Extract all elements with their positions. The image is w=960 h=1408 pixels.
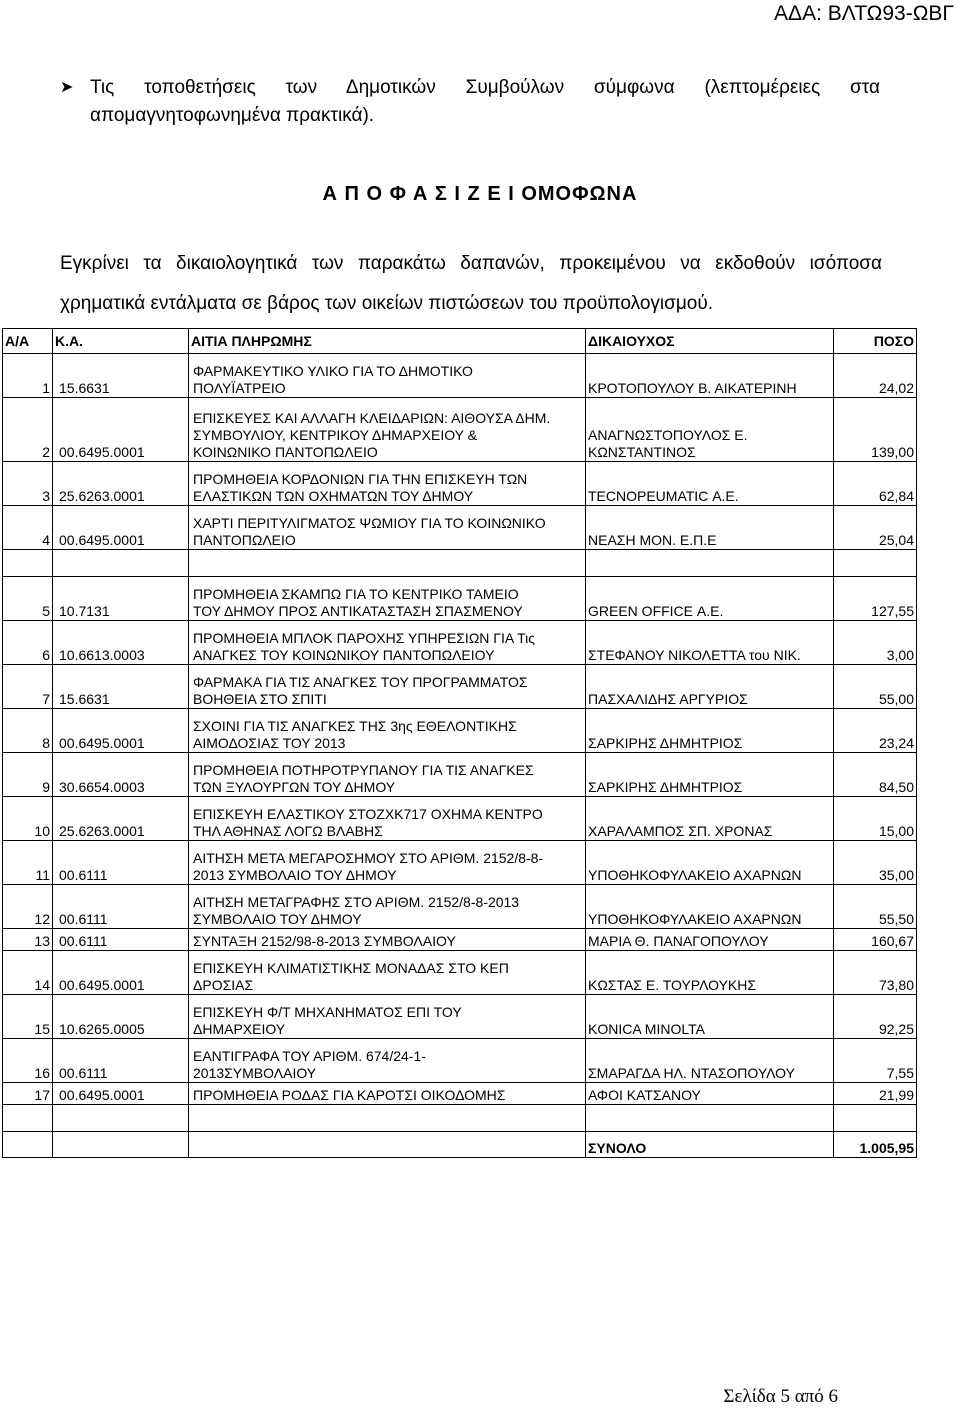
beneficiary bbox=[586, 577, 834, 621]
amount: 3,00 bbox=[834, 621, 917, 665]
row-number: 2 bbox=[3, 398, 53, 462]
row-number: 1 bbox=[3, 354, 53, 398]
beneficiary bbox=[586, 665, 834, 709]
table-row bbox=[3, 929, 917, 951]
payment-reason-line: ΤΩΝ ΞΥΛΟΥΡΓΩΝ ΤΟΥ ΔΗΜΟΥ bbox=[193, 779, 396, 795]
budget-code: 00.6495.0001 bbox=[53, 398, 189, 462]
intro-paragraph: Εγκρίνει τα δικαιολογητικά των παρακάτω δαπανών, προκειμένου να εκδοθούν ισόποσα χρηματικά εντάλματα σε βάρος των οικείων πιστώσεων του προϋπολογισμού. bbox=[60, 253, 882, 314]
payment-reason-line: ΑΙΤΗΣΗ ΜΕΤΑ ΜΕΓΑΡΟΣΗΜΟΥ ΣΤΟ ΑΡΙΘΜ. 2152/8-8- bbox=[193, 850, 544, 866]
empty-cell bbox=[834, 1105, 917, 1132]
table-row bbox=[3, 621, 917, 665]
payment-reason-line: ΔΗΜΑΡΧΕΙΟΥ bbox=[193, 1021, 286, 1037]
amount: 23,24 bbox=[834, 709, 917, 753]
table-row bbox=[3, 995, 917, 1039]
amount: 160,67 bbox=[834, 929, 917, 951]
beneficiary-line: ΝΕΑΣΗ ΜΟΝ. Ε.Π.Ε bbox=[588, 532, 717, 548]
empty-cell bbox=[189, 1105, 586, 1132]
beneficiary bbox=[586, 797, 834, 841]
header-aa: Α/Α bbox=[3, 329, 53, 354]
total-amount: 1.005,95 bbox=[834, 1132, 917, 1158]
row-number: 10 bbox=[3, 797, 53, 841]
payment-reason-line: ΕΠΙΣΚΕΥΕΣ ΚΑΙ ΑΛΛΑΓΗ ΚΛΕΙΔΑΡΙΩΝ: ΑΙΘΟΥΣΑ ΔΗΜ. bbox=[193, 410, 551, 426]
budget-code: 10.6613.0003 bbox=[53, 621, 189, 665]
beneficiary bbox=[586, 1039, 834, 1083]
payment-reason-line: ΚΟΙΝΩΝΙΚΟ ΠΑΝΤΟΠΩΛΕΙΟ bbox=[193, 444, 378, 460]
beneficiary bbox=[586, 354, 834, 398]
table-row bbox=[3, 1039, 917, 1083]
header-amount: ΠΟΣΟ bbox=[834, 329, 917, 354]
payment-reason bbox=[189, 753, 586, 797]
beneficiary-line: KONICA MINOLTA bbox=[588, 1021, 705, 1037]
budget-code: 00.6111 bbox=[53, 841, 189, 885]
amount: 24,02 bbox=[834, 354, 917, 398]
payment-reason-line: ΠΡΟΜΗΘΕΙΑ ΣΚΑΜΠΩ ΓΙΑ ΤΟ ΚΕΝΤΡΙΚΟ ΤΑΜΕΙΟ bbox=[193, 586, 519, 602]
empty-cell bbox=[53, 1132, 189, 1158]
table-row bbox=[3, 1083, 917, 1105]
budget-code: 25.6263.0001 bbox=[53, 797, 189, 841]
table-body bbox=[3, 354, 917, 1158]
spacer-row bbox=[3, 1105, 917, 1132]
page-number: Σελίδα 5 από 6 bbox=[723, 1386, 838, 1407]
budget-code: 00.6495.0001 bbox=[53, 709, 189, 753]
amount: 73,80 bbox=[834, 951, 917, 995]
budget-code: 10.6265.0005 bbox=[53, 995, 189, 1039]
total-row bbox=[3, 1132, 917, 1158]
payment-reason-line: ΕΠΙΣΚΕΥΗ ΕΛΑΣΤΙΚΟΥ ΣΤΟΖΧΚ717 ΟΧΗΜΑ ΚΕΝΤΡΟ bbox=[193, 806, 543, 822]
payment-reason-line: ΣΥΜΒΟΛΑΙΟ ΤΟΥ ΔΗΜΟΥ bbox=[193, 911, 362, 927]
beneficiary-line: ΥΠΟΘΗΚΟΦΥΛΑΚΕΙΟ ΑΧΑΡΝΩΝ bbox=[588, 867, 802, 883]
payment-reason-line: ΠΑΝΤΟΠΩΛΕΙΟ bbox=[193, 532, 296, 548]
beneficiary-line: ΣΑΡΚΙΡΗΣ ΔΗΜΗΤΡΙΟΣ bbox=[588, 735, 743, 751]
table-row bbox=[3, 753, 917, 797]
payment-reason bbox=[189, 885, 586, 929]
spacer-row bbox=[3, 550, 917, 577]
beneficiary bbox=[586, 709, 834, 753]
row-number: 8 bbox=[3, 709, 53, 753]
beneficiary-line: GREEN OFFICE Α.Ε. bbox=[588, 603, 724, 619]
expenses-table bbox=[2, 328, 917, 1158]
payment-reason-line: ΣΧΟΙΝΙ ΓΙΑ ΤΙΣ ΑΝΑΓΚΕΣ ΤΗΣ 3ης ΕΘΕΛΟΝΤΙΚΗΣ bbox=[193, 718, 517, 734]
empty-cell bbox=[3, 1105, 53, 1132]
payment-reason-line: ΣΥΜΒΟΥΛΙΟΥ, ΚΕΝΤΡΙΚΟΥ ΔΗΜΑΡΧΕΙΟΥ & bbox=[193, 427, 477, 443]
budget-code: 15.6631 bbox=[53, 354, 189, 398]
row-number: 4 bbox=[3, 506, 53, 550]
amount: 55,00 bbox=[834, 665, 917, 709]
payment-reason-line: ΠΟΛΥΪΑΤΡΕΙΟ bbox=[193, 380, 286, 396]
beneficiary-line: ΑΝΑΓΝΩΣΤΟΠΟΥΛΟΣ Ε. bbox=[588, 427, 748, 443]
payment-reason bbox=[189, 797, 586, 841]
budget-code: 00.6111 bbox=[53, 885, 189, 929]
payment-reason bbox=[189, 1039, 586, 1083]
decision-title: Α Π Ο Φ Α Σ Ι Ζ Ε Ι ΟΜΟΦΩΝΑ bbox=[322, 183, 638, 205]
row-number: 12 bbox=[3, 885, 53, 929]
payment-reason bbox=[189, 665, 586, 709]
budget-code: 00.6495.0001 bbox=[53, 951, 189, 995]
beneficiary bbox=[586, 462, 834, 506]
beneficiary-line: ΚΡΟΤΟΠΟΥΛΟΥ Β. ΑΙΚΑΤΕΡΙΝΗ bbox=[588, 380, 797, 396]
beneficiary bbox=[586, 753, 834, 797]
budget-code: 00.6495.0001 bbox=[53, 1083, 189, 1105]
table-row bbox=[3, 665, 917, 709]
amount: 84,50 bbox=[834, 753, 917, 797]
beneficiary-line: ΚΩΝΣΤΑΝΤΙΝΟΣ bbox=[588, 444, 696, 460]
row-number: 13 bbox=[3, 929, 53, 951]
payment-reason-line: ΦΑΡΜΑΚΕΥΤΙΚΟ ΥΛΙΚΟ ΓΙΑ ΤΟ ΔΗΜΟΤΙΚΟ bbox=[193, 363, 473, 379]
row-number: 7 bbox=[3, 665, 53, 709]
beneficiary-line: ΣΜΑΡΑΓΔΑ ΗΛ. ΝΤΑΣΟΠΟΥΛΟΥ bbox=[588, 1065, 795, 1081]
payment-reason-line: ΦΑΡΜΑΚΑ ΓΙΑ ΤΙΣ ΑΝΑΓΚΕΣ ΤΟΥ ΠΡΟΓΡΑΜΜΑΤΟΣ bbox=[193, 674, 528, 690]
payment-reason-line: ΕΑΝΤΙΓΡΑΦΑ ΤΟΥ ΑΡΙΘΜ. 674/24-1- bbox=[193, 1048, 426, 1064]
payment-reason-line: ΑΝΑΓΚΕΣ ΤΟΥ ΚΟΙΝΩΝΙΚΟΥ ΠΑΝΤΟΠΩΛΕΙΟΥ bbox=[193, 647, 495, 663]
budget-code: 10.7131 bbox=[53, 577, 189, 621]
payment-reason bbox=[189, 621, 586, 665]
payment-reason-line: ΒΟΗΘΕΙΑ ΣΤΟ ΣΠΙΤΙ bbox=[193, 691, 327, 707]
row-number: 9 bbox=[3, 753, 53, 797]
beneficiary bbox=[586, 506, 834, 550]
row-number: 16 bbox=[3, 1039, 53, 1083]
empty-cell bbox=[834, 550, 917, 577]
amount: 15,00 bbox=[834, 797, 917, 841]
empty-cell bbox=[3, 1132, 53, 1158]
payment-reason bbox=[189, 951, 586, 995]
beneficiary-line: ΜΑΡΙΑ Θ. ΠΑΝΑΓΟΠΟΥΛΟΥ bbox=[588, 933, 769, 949]
header-beneficiary: ΔΙΚΑΙΟΥΧΟΣ bbox=[586, 329, 834, 354]
payment-reason-line: ΣΥΝΤΑΞΗ 2152/98-8-2013 ΣΥΜΒΟΛΑΙΟΥ bbox=[193, 933, 456, 949]
payment-reason-line: ΠΡΟΜΗΘΕΙΑ ΡΟΔΑΣ ΓΙΑ ΚΑΡΟΤΣΙ ΟΙΚΟΔΟΜΗΣ bbox=[193, 1087, 506, 1103]
payment-reason-line: ΧΑΡΤΙ ΠΕΡΙΤΥΛΙΓΜΑΤΟΣ ΨΩΜΙΟΥ ΓΙΑ ΤΟ ΚΟΙΝΩΝΙΚΟ bbox=[193, 515, 546, 531]
beneficiary-line: ΥΠΟΘΗΚΟΦΥΛΑΚΕΙΟ ΑΧΑΡΝΩΝ bbox=[588, 911, 802, 927]
payment-reason bbox=[189, 929, 586, 951]
beneficiary bbox=[586, 398, 834, 462]
row-number: 15 bbox=[3, 995, 53, 1039]
payment-reason bbox=[189, 506, 586, 550]
empty-cell bbox=[189, 1132, 586, 1158]
row-number: 11 bbox=[3, 841, 53, 885]
payment-reason-line: ΤΗΛ ΑΘΗΝΑΣ ΛΟΓΩ ΒΛΑΒΗΣ bbox=[193, 823, 383, 839]
budget-code: 00.6111 bbox=[53, 929, 189, 951]
amount: 21,99 bbox=[834, 1083, 917, 1105]
payment-reason-line: ΠΡΟΜΗΘΕΙΑ ΠΟΤΗΡΟΤΡΥΠΑΝΟΥ ΓΙΑ ΤΙΣ ΑΝΑΓΚΕΣ bbox=[193, 762, 534, 778]
amount: 25,04 bbox=[834, 506, 917, 550]
payment-reason bbox=[189, 1083, 586, 1105]
payment-reason bbox=[189, 462, 586, 506]
bullet-item bbox=[60, 74, 880, 130]
row-number: 14 bbox=[3, 951, 53, 995]
beneficiary bbox=[586, 621, 834, 665]
amount: 35,00 bbox=[834, 841, 917, 885]
beneficiary-line: ΚΩΣΤΑΣ Ε. ΤΟΥΡΛΟΥΚΗΣ bbox=[588, 977, 757, 993]
beneficiary-line: ΣΤΕΦΑΝΟΥ ΝΙΚΟΛΕΤΤΑ του ΝΙΚ. bbox=[588, 647, 801, 663]
beneficiary bbox=[586, 951, 834, 995]
table-row bbox=[3, 577, 917, 621]
header-reason: ΑΙΤΙΑ ΠΛΗΡΩΜΗΣ bbox=[189, 329, 586, 354]
amount: 139,00 bbox=[834, 398, 917, 462]
beneficiary bbox=[586, 995, 834, 1039]
payment-reason-line: ΔΡΟΣΙΑΣ bbox=[193, 977, 254, 993]
beneficiary-line: ΧΑΡΑΛΑΜΠΟΣ ΣΠ. ΧΡΟΝΑΣ bbox=[588, 823, 773, 839]
budget-code: 00.6111 bbox=[53, 1039, 189, 1083]
total-label: ΣΥΝΟΛΟ bbox=[586, 1132, 834, 1158]
amount: 92,25 bbox=[834, 995, 917, 1039]
beneficiary-line: ΑΦΟΙ ΚΑΤΣΑΝΟΥ bbox=[588, 1087, 701, 1103]
empty-cell bbox=[586, 550, 834, 577]
payment-reason bbox=[189, 841, 586, 885]
empty-cell bbox=[53, 550, 189, 577]
budget-code: 25.6263.0001 bbox=[53, 462, 189, 506]
bullet-text: Τις τοποθετήσεις των Δημοτικών Συμβούλων σύμφωνα (λεπτομέρειες στα απομαγνητοφωνημένα πρακτικά). bbox=[90, 77, 880, 126]
payment-reason bbox=[189, 577, 586, 621]
amount: 7,55 bbox=[834, 1039, 917, 1083]
table-row bbox=[3, 506, 917, 550]
empty-cell bbox=[53, 1105, 189, 1132]
payment-reason bbox=[189, 995, 586, 1039]
row-number: 17 bbox=[3, 1083, 53, 1105]
table-row bbox=[3, 354, 917, 398]
payment-reason-line: ΑΙΤΗΣΗ ΜΕΤΑΓΡΑΦΗΣ ΣΤΟ ΑΡΙΘΜ. 2152/8-8-2013 bbox=[193, 894, 520, 910]
beneficiary-line: TECNOPEUMATIC Α.Ε. bbox=[588, 488, 739, 504]
table-row bbox=[3, 709, 917, 753]
payment-reason bbox=[189, 709, 586, 753]
table-header-row bbox=[3, 329, 917, 354]
beneficiary bbox=[586, 841, 834, 885]
beneficiary-line: ΠΑΣΧΑΛΙΔΗΣ ΑΡΓΥΡΙΟΣ bbox=[588, 691, 748, 707]
payment-reason-line: ΑΙΜΟΔΟΣΙΑΣ ΤΟΥ 2013 bbox=[193, 735, 346, 751]
payment-reason-line: 2013 ΣΥΜΒΟΛΑΙΟ ΤΟΥ ΔΗΜΟΥ bbox=[193, 867, 397, 883]
empty-cell bbox=[3, 550, 53, 577]
table-row bbox=[3, 797, 917, 841]
beneficiary bbox=[586, 1083, 834, 1105]
payment-reason bbox=[189, 398, 586, 462]
amount: 62,84 bbox=[834, 462, 917, 506]
table-row bbox=[3, 951, 917, 995]
payment-reason-line: ΕΛΑΣΤΙΚΩΝ ΤΩΝ ΟΧΗΜΑΤΩΝ ΤΟΥ ΔΗΜΟΥ bbox=[193, 488, 474, 504]
payment-reason-line: ΕΠΙΣΚΕΥΗ Φ/Τ ΜΗΧΑΝΗΜΑΤΟΣ ΕΠΙ ΤΟΥ bbox=[193, 1004, 462, 1020]
amount: 127,55 bbox=[834, 577, 917, 621]
payment-reason-line: 2013ΣΥΜΒΟΛΑΙΟΥ bbox=[193, 1065, 317, 1081]
beneficiary-line: ΣΑΡΚΙΡΗΣ ΔΗΜΗΤΡΙΟΣ bbox=[588, 779, 743, 795]
payment-reason-line: ΠΡΟΜΗΘΕΙΑ ΜΠΛΟΚ ΠΑΡΟΧΗΣ ΥΠΗΡΕΣΙΩΝ ΓΙΑ Τις bbox=[193, 630, 535, 646]
arrow-bullet-icon: ➤ bbox=[60, 79, 74, 96]
row-number: 6 bbox=[3, 621, 53, 665]
empty-cell bbox=[586, 1105, 834, 1132]
beneficiary bbox=[586, 929, 834, 951]
table-row bbox=[3, 462, 917, 506]
row-number: 3 bbox=[3, 462, 53, 506]
amount: 55,50 bbox=[834, 885, 917, 929]
payment-reason-line: ΕΠΙΣΚΕΥΗ ΚΛΙΜΑΤΙΣΤΙΚΗΣ ΜΟΝΑΔΑΣ ΣΤΟ ΚΕΠ bbox=[193, 960, 509, 976]
table-row bbox=[3, 841, 917, 885]
payment-reason-line: ΠΡΟΜΗΘΕΙΑ ΚΟΡΔΟΝΙΩΝ ΓΙΑ ΤΗΝ ΕΠΙΣΚΕΥΗ ΤΩΝ bbox=[193, 471, 528, 487]
table-row bbox=[3, 885, 917, 929]
payment-reason bbox=[189, 354, 586, 398]
budget-code: 30.6654.0003 bbox=[53, 753, 189, 797]
budget-code: 15.6631 bbox=[53, 665, 189, 709]
budget-code: 00.6495.0001 bbox=[53, 506, 189, 550]
ada-code: ΑΔΑ: ΒΛΤΩ93-ΩΒΓ bbox=[774, 2, 954, 25]
beneficiary bbox=[586, 885, 834, 929]
header-ka: Κ.Α. bbox=[53, 329, 189, 354]
payment-reason-line: ΤΟΥ ΔΗΜΟΥ ΠΡΟΣ ΑΝΤΙΚΑΤΑΣΤΑΣΗ ΣΠΑΣΜΕΝΟΥ bbox=[193, 603, 523, 619]
row-number: 5 bbox=[3, 577, 53, 621]
empty-cell bbox=[189, 550, 586, 577]
table-row bbox=[3, 398, 917, 462]
